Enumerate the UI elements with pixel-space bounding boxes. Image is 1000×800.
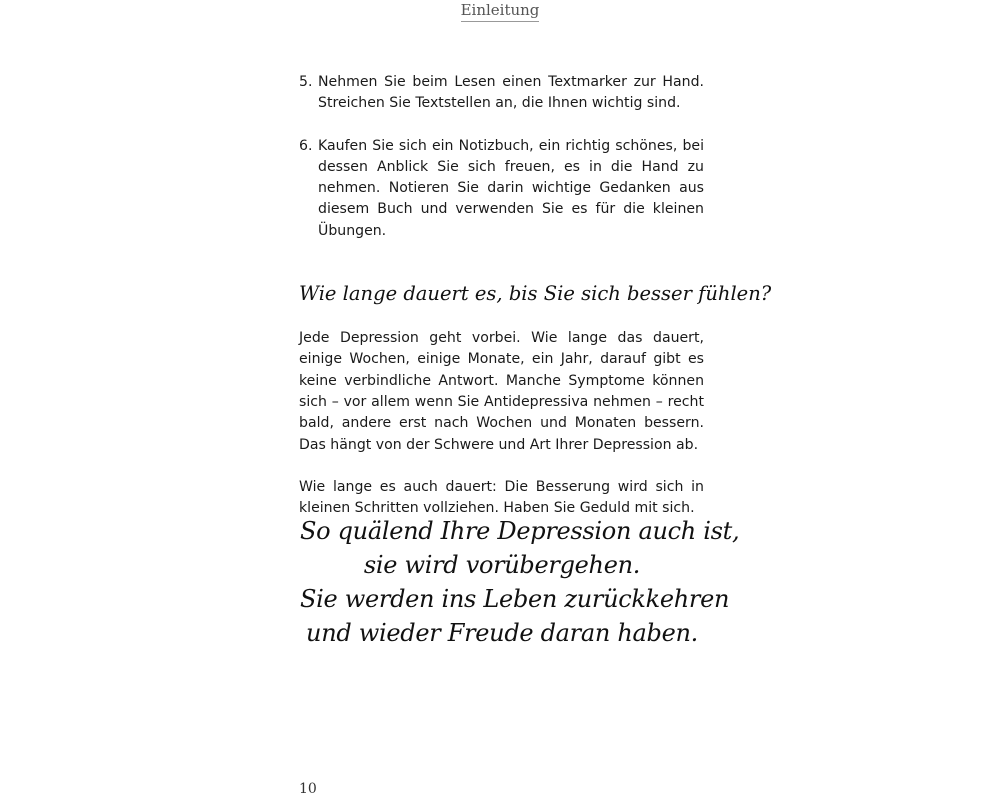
page-number: 10 [299,781,317,797]
section-heading: Wie lange dauert es, bis Sie sich besser fühlen? [299,282,772,306]
chapter-title: Einleitung [461,0,540,22]
handwritten-quote [300,514,740,650]
quote-line: Sie werden ins Leben zurückkehren [300,585,730,613]
running-head [0,0,1000,22]
list-item-text: Nehmen Sie beim Lesen einen Textmarker zur Hand. Streichen Sie Textstellen an, die Ihnen wichtig sind. [318,74,704,112]
list-item-number: 6. [299,137,313,154]
page-content [299,72,772,519]
body-paragraph: Wie lange es auch dauert: Die Besserung wird sich in kleinen Schritten vollziehen. Haben Sie Geduld mit sich. [299,478,704,517]
list-item-number: 5. [299,74,313,90]
list-item [299,72,704,115]
list-item [299,136,704,242]
quote-line: und wieder Freude daran haben. [306,619,698,647]
list-item-text: Kaufen Sie sich ein Notizbuch, ein richtig schönes, bei dessen Anblick Sie sich freuen, es in die Hand zu nehmen. Notieren Sie darin wichtige Gedanken aus diesem Buch und verwenden Sie es für die kleinen Übungen. [318,137,704,239]
body-paragraph: Jede Depression geht vorbei. Wie lange das dauert, einige Wochen, einige Monate, ein Jahr, darauf gibt es keine verbindliche Antwort. Manche Symptome können sich – vor allem wenn Sie Antidepressiva nehmen – recht bald, andere erst nach Wochen und Monaten bessern. Das hängt von der Schwere und Art Ihrer Depression ab. [299,330,704,453]
quote-line: sie wird vorübergehen. [363,551,641,579]
quote-line: So quälend Ihre Depression auch ist, [300,517,740,545]
